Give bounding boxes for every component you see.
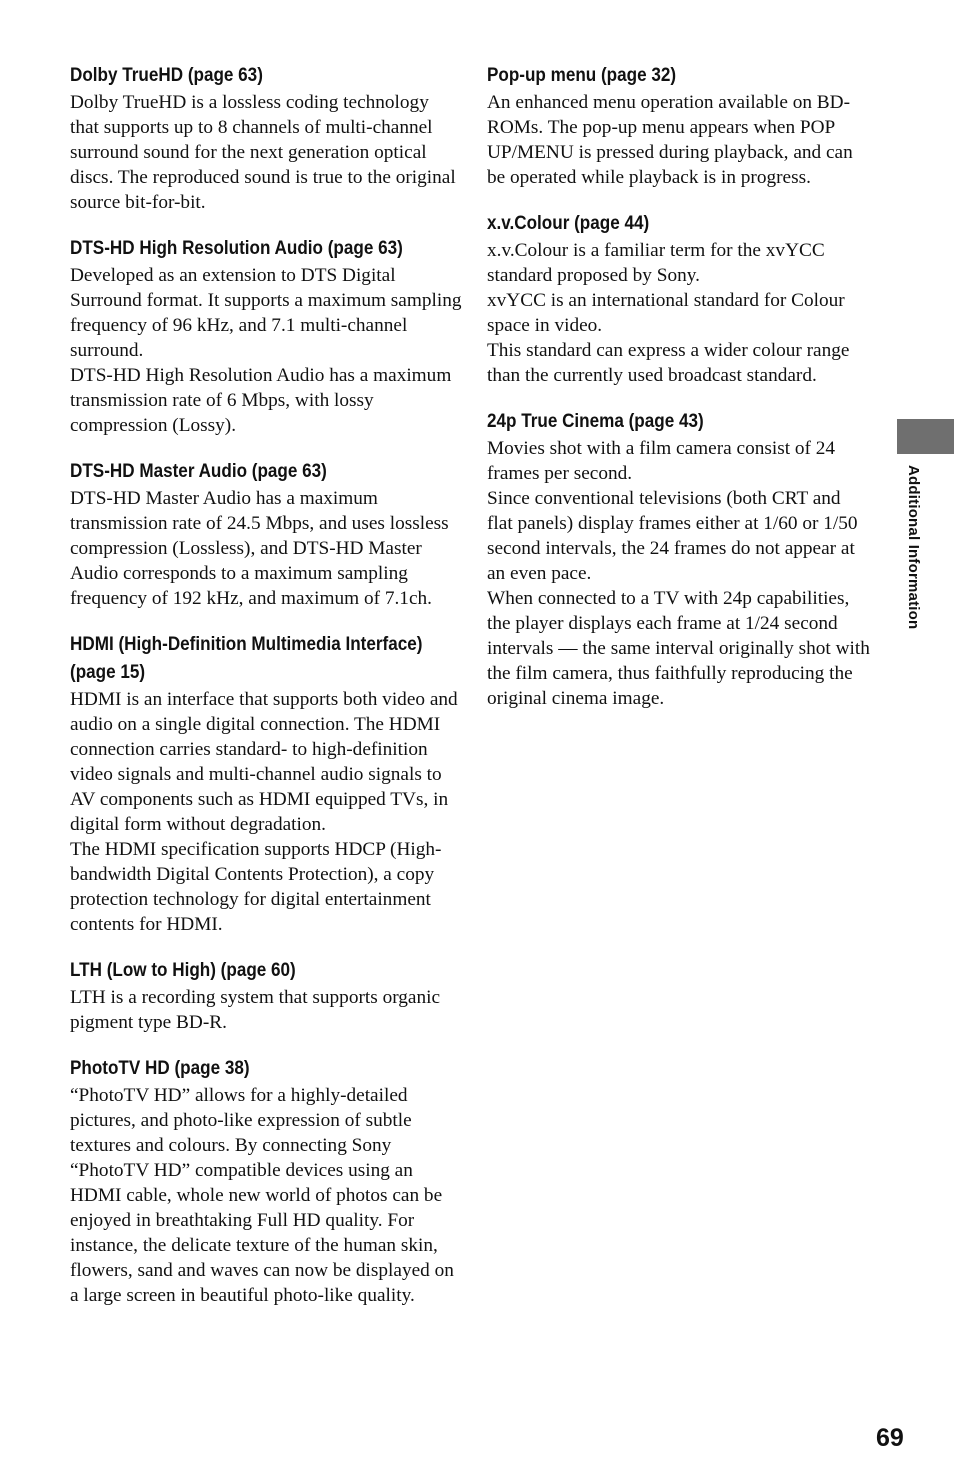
glossary-entry-popup-menu bbox=[487, 62, 871, 190]
entry-paragraph: Since conventional televisions (both CRT and flat panels) display frames either at 1/60 or 1/50 second intervals, the 24 frames do not appear at an even pace. bbox=[487, 488, 858, 584]
glossary-entry-xv-colour bbox=[487, 210, 871, 388]
entry-term: DTS-HD Master Audio (page 63) bbox=[70, 461, 327, 482]
entry-term: Pop-up menu (page 32) bbox=[487, 65, 677, 86]
entry-paragraph: An enhanced menu operation available on BD-ROMs. The pop-up menu appears when POP UP/MENU is pressed during playback, and can be operated while playback is in progress. bbox=[487, 92, 853, 188]
entry-paragraph: xvYCC is an international standard for Colour space in video. bbox=[487, 290, 845, 336]
section-tab-marker bbox=[897, 419, 954, 454]
entry-paragraph: LTH is a recording system that supports organic pigment type BD-R. bbox=[70, 987, 441, 1033]
entry-paragraph: “PhotoTV HD” allows for a highly-detailed pictures, and photo-like expression of subtle textures and colours. By connecting Sony “PhotoTV HD” compatible devices using an HDMI cable, whole new world of photos can be enjoyed in breathtaking Full HD quality. For instance, the delicate texture of the human skin, flowers, sand and waves can now be displayed on a large screen in beautiful photo-like quality. bbox=[70, 1085, 454, 1306]
entry-paragraph: Developed as an extension to DTS Digital Surround format. It supports a maximum sampling frequency of 96 kHz, and 7.1 multi-channel surround. bbox=[70, 265, 462, 361]
glossary-entry-24p-true-cinema bbox=[487, 408, 871, 711]
entry-paragraph: When connected to a TV with 24p capabilities, the player displays each frame at 1/24 second intervals — the same interval originally shot with the film camera, thus faithfully reproducing the original cinema image. bbox=[487, 588, 870, 709]
glossary-entry-phototv-hd bbox=[70, 1055, 462, 1308]
entry-paragraph: DTS-HD High Resolution Audio has a maximum transmission rate of 6 Mbps, with lossy compression (Lossy). bbox=[70, 365, 452, 436]
entry-term: Dolby TrueHD (page 63) bbox=[70, 65, 263, 86]
entry-paragraph: DTS-HD Master Audio has a maximum transmission rate of 24.5 Mbps, and uses lossless compression (Lossless), and DTS-HD Master Audio corresponds to a maximum sampling frequency of 192 kHz, and maximum of 7.1ch. bbox=[70, 488, 449, 609]
entry-paragraph: This standard can express a wider colour range than the currently used broadcast standard. bbox=[487, 340, 850, 386]
entry-paragraph: Dolby TrueHD is a lossless coding technology that supports up to 8 channels of multi-channel surround sound for the next generation optical discs. The reproduced sound is true to the original source bit-for-bit. bbox=[70, 92, 456, 213]
entry-term: LTH (Low to High) (page 60) bbox=[70, 960, 296, 981]
section-tab-label: Additional Information bbox=[905, 465, 922, 630]
glossary-entry-lth bbox=[70, 957, 462, 1035]
glossary-entry-dts-hd-master-audio bbox=[70, 458, 462, 611]
left-column bbox=[70, 62, 462, 1328]
page-number: 69 bbox=[876, 1424, 904, 1452]
entry-term: 24p True Cinema (page 43) bbox=[487, 411, 704, 432]
right-column bbox=[487, 62, 871, 731]
entry-term: DTS-HD High Resolution Audio (page 63) bbox=[70, 238, 403, 259]
glossary-entry-dolby-truehd bbox=[70, 62, 462, 215]
entry-paragraph: The HDMI specification supports HDCP (High-bandwidth Digital Contents Protection), a copy protection technology for digital entertainment contents for HDMI. bbox=[70, 839, 442, 935]
entry-paragraph: Movies shot with a film camera consist of 24 frames per second. bbox=[487, 438, 836, 484]
entry-term: HDMI (High-Definition Multimedia Interface) (page 15) bbox=[70, 634, 423, 683]
entry-paragraph: x.v.Colour is a familiar term for the xvYCC standard proposed by Sony. bbox=[487, 240, 825, 286]
entry-term: x.v.Colour (page 44) bbox=[487, 213, 650, 234]
glossary-entry-hdmi bbox=[70, 631, 462, 937]
entry-paragraph: HDMI is an interface that supports both video and audio on a single digital connection. The HDMI connection carries standard- to high-definition video signals and multi-channel audio signals to AV components such as HDMI equipped TVs, in digital form without degradation. bbox=[70, 689, 458, 835]
glossary-entry-dts-hd-high-resolution bbox=[70, 235, 462, 438]
entry-term: PhotoTV HD (page 38) bbox=[70, 1058, 250, 1079]
